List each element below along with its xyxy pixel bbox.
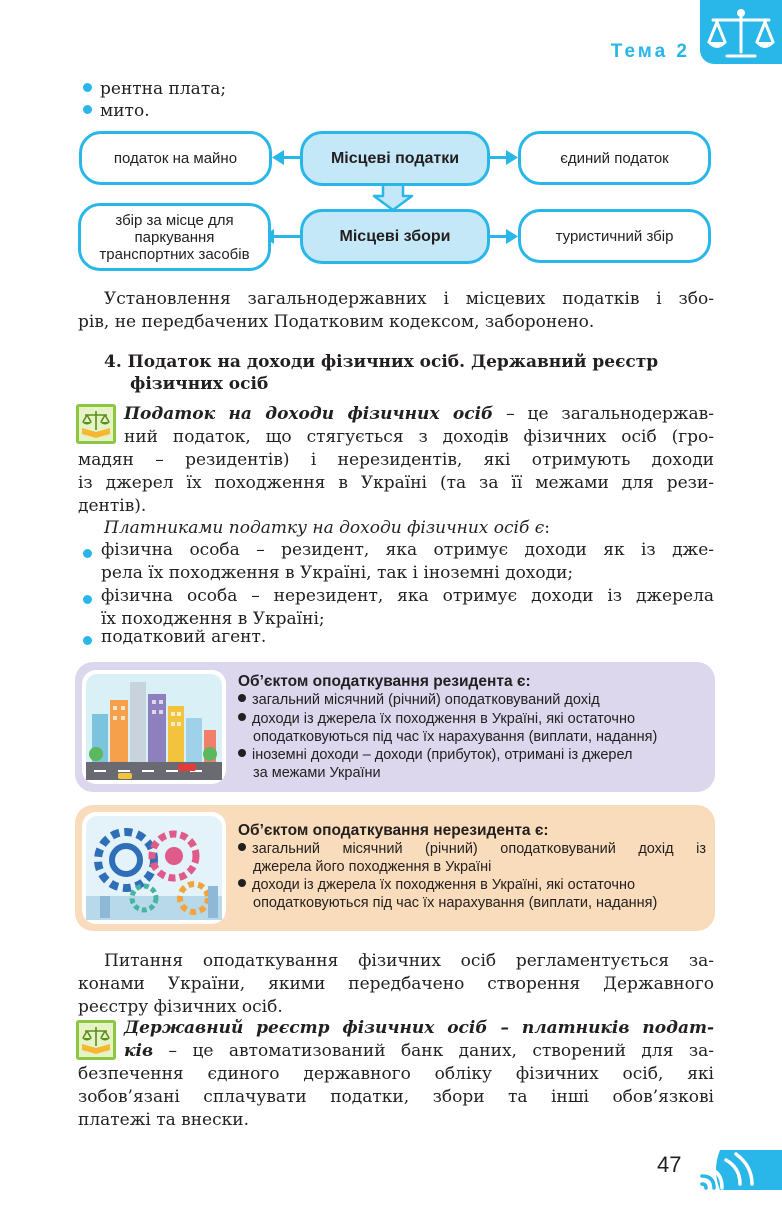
resident-panel-title: Об’єктом оподаткування резидента є: — [238, 673, 531, 690]
definition-line — [124, 404, 714, 424]
bullet-dot — [83, 83, 92, 92]
payers-intro-text: Платниками податку на доходи фізичних осіб є — [104, 518, 545, 538]
section-heading: 4. Податок на доходи фізичних осіб. Державний реєстр — [104, 352, 659, 372]
definition-line: платежі та внески. — [78, 1110, 249, 1130]
diagram-box-single-tax — [518, 131, 711, 185]
diagram-box-property-tax — [79, 131, 272, 185]
definition-term-cont: ків — [124, 1041, 154, 1061]
panel-item-cont: джерела його походження в Україні — [253, 859, 492, 875]
diagram-box-local-fees — [300, 209, 490, 264]
panel-item-text: іноземні доходи – доходи (прибуток), отримані із джерел — [252, 747, 633, 763]
diagram-box-label: єдиний податок — [560, 149, 669, 167]
bullet-dot — [238, 879, 246, 887]
payer-line: їх походження в Україні; — [101, 609, 325, 629]
list-item — [83, 100, 150, 122]
bullet-dot — [238, 713, 246, 721]
panel-item-cont: оподатковуються під час їх нарахування (виплати, надання) — [253, 729, 658, 745]
paragraph-line: Установлення загальнодержавних і місцевих податків і збо- — [104, 289, 714, 309]
bullet-dot — [83, 591, 100, 610]
panel-item-text: доходи із джерела їх походження в Україні, які остаточно — [252, 711, 636, 727]
payer-line: фізична особа – резидент, яка отримує доходи як із дже- — [101, 540, 714, 560]
panel-item-cont: за межами України — [253, 765, 381, 781]
payer-line: фізична особа – нерезидент, яка отримує доходи із джерела — [101, 586, 714, 606]
panel-item — [238, 692, 600, 708]
panel-item — [238, 841, 706, 857]
definition-line: із джерел їх походження в Україні (та за її межами для рези- — [78, 473, 714, 493]
book-scales-icon — [76, 404, 116, 444]
section-heading-cont: фізичних осіб — [130, 374, 269, 394]
definition-line: зобов’язані сплачувати податки, збори та інші обов’язкові — [78, 1087, 714, 1107]
panel-item-text: загальний місячний (річний) оподатковуваний дохід — [252, 692, 600, 708]
panel-item-text: доходи із джерела їх походження в Україні, які остаточно — [252, 877, 636, 893]
bullet-dot — [83, 632, 100, 651]
diagram-box-label: туристичний збір — [555, 227, 674, 245]
panel-item — [238, 747, 633, 763]
list-item-text: мито. — [100, 101, 150, 121]
list-item — [83, 78, 226, 100]
definition-text: – це автоматизований банк даних, створений для за- — [153, 1041, 714, 1061]
payer-line: рела їх походження в Україні, так і іноземні доходи; — [101, 563, 574, 583]
city-icon — [82, 670, 226, 784]
nonresident-panel-title: Об’єктом оподаткування нерезидента є: — [238, 822, 549, 839]
definition-line — [124, 1041, 714, 1061]
paragraph-line: рів, не передбачених Податковим кодексом, заборонено. — [78, 312, 595, 332]
scales-icon — [703, 6, 779, 62]
diagram-box-line: збір за місце для — [115, 211, 234, 229]
bullet-dot — [83, 545, 100, 564]
panel-item-cont: оподатковуються під час їх нарахування (виплати, надання) — [253, 895, 658, 911]
bullet-dot — [238, 749, 246, 757]
page-number: 47 — [657, 1152, 682, 1177]
diagram-box-local-taxes — [300, 131, 490, 186]
bullet-dot — [238, 694, 246, 702]
paragraph-line: реєстру фізичних осіб. — [78, 997, 283, 1017]
definition-line: ний податок, що стягується з доходів фізичних осіб (гро- — [124, 427, 714, 447]
diagram-box-label: податок на майно — [113, 149, 238, 167]
bullet-dot — [83, 105, 92, 114]
definition-term: Податок на доходи фізичних осіб — [124, 404, 494, 424]
definition-line: безпечення єдиного державного обліку фізичних осіб, які — [78, 1064, 714, 1084]
paragraph-line: Питання оподаткування фізичних осіб регламентується за- — [104, 951, 714, 971]
panel-item — [238, 877, 635, 893]
diagram-box-line: паркування — [134, 228, 215, 246]
diagram-box-line: транспортних засобів — [99, 245, 250, 263]
definition-text: – це загальнодержав- — [493, 404, 714, 424]
panel-item — [238, 711, 635, 727]
diagram-box-label — [99, 212, 249, 263]
list-item-text: рентна плата; — [100, 79, 227, 99]
signal-waves-icon — [698, 1150, 782, 1190]
topic-label: Тема 2 — [610, 41, 690, 62]
payers-intro — [104, 518, 550, 538]
definition-term: Державний реєстр фізичних осіб – платників подат- — [124, 1018, 714, 1038]
bullet-dot — [238, 843, 246, 851]
diagram-box-tourist-fee — [518, 209, 711, 263]
gears-icon — [82, 812, 226, 924]
definition-line: дентів). — [78, 496, 147, 516]
diagram-box-label: Місцеві податки — [330, 150, 460, 167]
payer-line: податковий агент. — [101, 627, 267, 647]
panel-item-text: загальний місячний (річний) оподатковуваний дохід із — [252, 841, 706, 857]
diagram-box-label: Місцеві збори — [339, 228, 451, 245]
paragraph-line: конами України, якими передбачено створення Державного — [78, 974, 714, 994]
diagram-box-parking-fee — [78, 203, 271, 271]
book-scales-icon — [76, 1020, 116, 1060]
payers-colon: : — [544, 518, 551, 538]
definition-line: мадян – резидентів) і нерезидентів, які отримують доходи — [78, 450, 714, 470]
